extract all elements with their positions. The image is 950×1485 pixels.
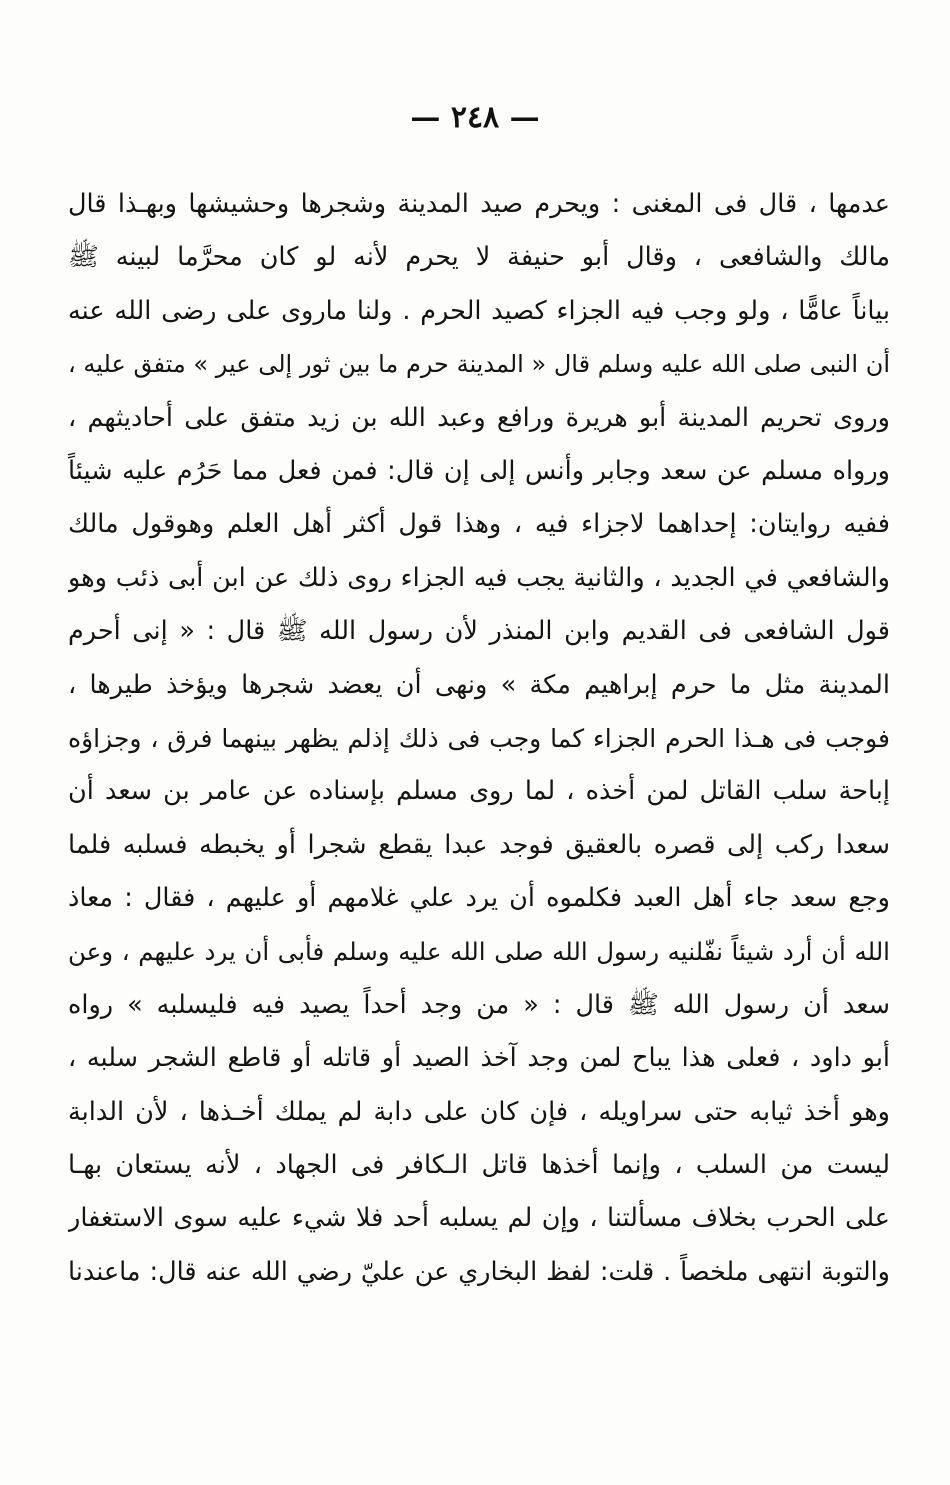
text-line: قول الشافعى فى القديم وابن المنذر لأن رسول الله ﷺ قال : « إنى أحرم bbox=[68, 616, 890, 647]
text-line: عدمها ، قال فى المغنى : ويحرم صيد المدينة وشجرها وحشيشها وبهـذا قال bbox=[68, 189, 890, 219]
text-line: على الحرب بخلاف مسألتنا ، وإن لم يسلبه أحد فلا شيء عليه سوى الاستغفار bbox=[68, 1203, 890, 1234]
text-line: ليست من السلب ، وإنما أخذها قاتل الـكافر فى الجهاد ، لأنه يستعان بهـا bbox=[68, 1150, 890, 1181]
text-line: أن النبى صلى الله عليه وسلم قال « المدينة حرم ما بين ثور إلى عير » متفق عليه ، bbox=[68, 350, 890, 379]
text-line: ورواه مسلم عن سعد وجابر وأنس إلى إن قال: فمن فعل مما حَرُم عليه شيئاً bbox=[68, 455, 890, 486]
text-line: وروى تحريم المدينة أبو هريرة ورافع وعبد الله بن زيد متفق على أحاديثهم ، bbox=[68, 402, 890, 433]
text-line: بياناً عامًّا ، ولو وجب فيه الجزاء كصيد الحرم . ولنا ماروى على رضى الله عنه bbox=[68, 295, 890, 326]
text-line: مالك والشافعى ، وقال أبو حنيفة لا يحرم لأنه لو كان محرَّما لبينه ﷺ bbox=[68, 242, 890, 273]
text-line: والشافعي في الجديد ، والثانية يجب فيه الجزاء روى ذلك عن ابن أبى ذئب وهو bbox=[68, 562, 890, 593]
text-line: سعدا ركب إلى قصره بالعقيق فوجد عبدا يقطع شجرا أو يخبطه فسلبه فلما bbox=[68, 829, 890, 860]
text-line: سعد أن رسول الله ﷺ قال : « من وجد أحداً يصيد فيه فليسلبه » رواه bbox=[68, 989, 890, 1020]
page-number: — ٢٤٨ — bbox=[410, 100, 540, 135]
text-line: أبو داود ، فعلى هذا يباح لمن وجد آخذ الصيد أو قاتله أو قاطع الشجر سلبه ، bbox=[68, 1043, 890, 1074]
text-line: فوجب فى هـذا الحرم الجزاء كما وجب فى ذلك إذلم يظهر بينهما فرق ، وجزاؤه bbox=[68, 723, 890, 753]
text-line: المدينة مثل ما حرم إبراهيم مكة » ونهى أن يعضد شجرها ويؤخذ طيرها ، bbox=[68, 669, 890, 700]
body-text bbox=[68, 178, 890, 1299]
text-line: الله أن أرد شيئاً نفّلنيه رسول الله صلى الله عليه وسلم فأبى أن يرد عليهم ، وعن bbox=[68, 937, 890, 967]
text-line: ففيه روايتان: إحداهما لاجزاء فيه ، وهذا قول أكثر أهل العلم وهوقول مالك bbox=[68, 509, 890, 540]
text-line: وجع سعد جاء أهل العبد فكلموه أن يرد علي غلامهم أو عليهم ، فقال : معاذ bbox=[68, 883, 890, 914]
text-line: وهو أخذ ثيابه حتى سراويله ، فإن كان على دابة لم يملك أخـذها ، لأن الدابة bbox=[68, 1096, 890, 1127]
text-line: والتوبة انتهى ملخصاً . قلت: لفظ البخاري عن عليّ رضي الله عنه قال: ماعندنا bbox=[68, 1256, 890, 1287]
text-line: إباحة سلب القاتل لمن أخذه ، لما روى مسلم بإسناده عن عامر بن سعد أن bbox=[68, 776, 890, 807]
